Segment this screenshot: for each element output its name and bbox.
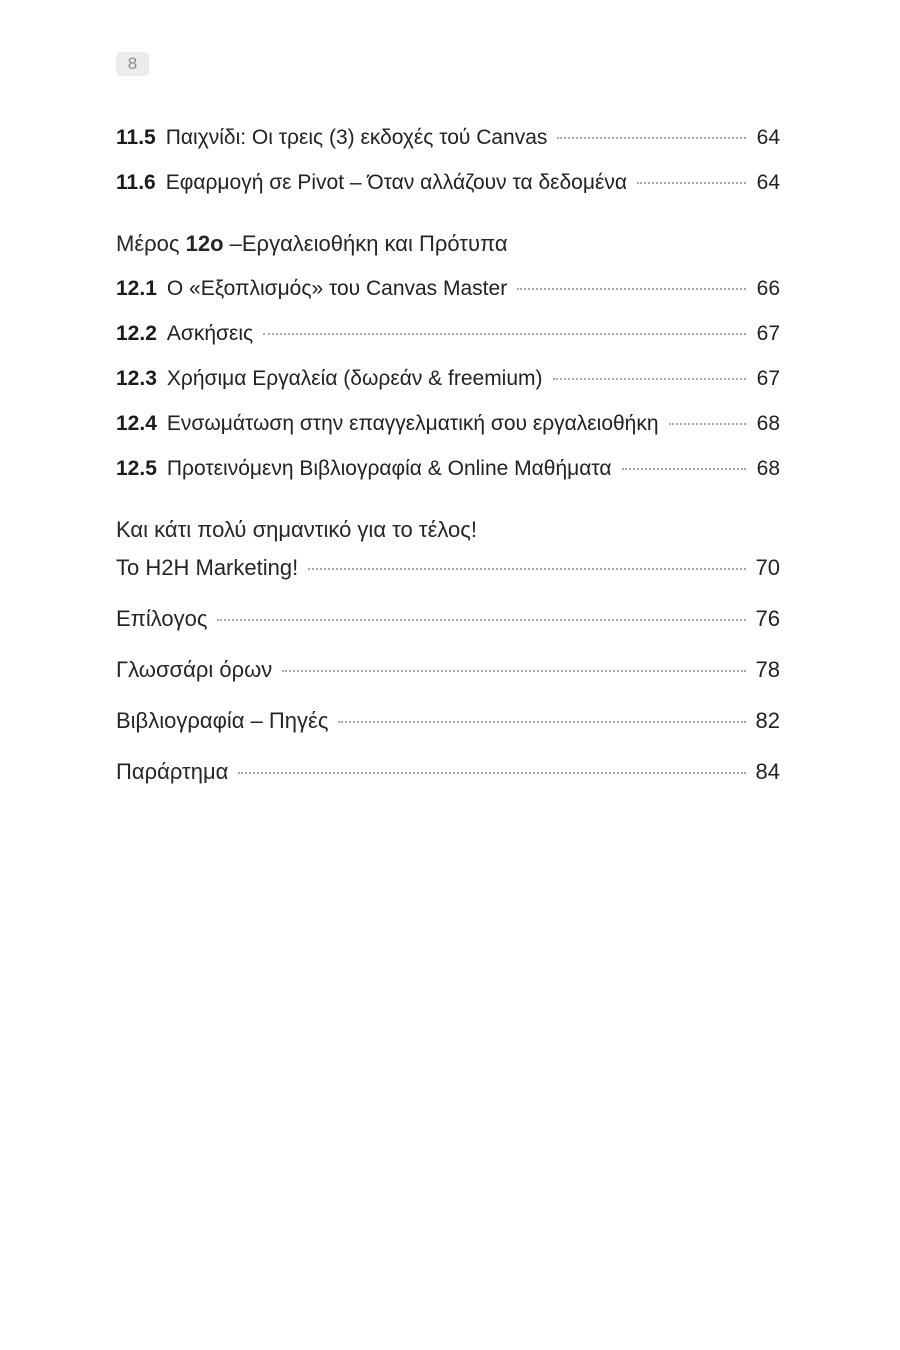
entry-title: Ασκήσεις	[166, 322, 254, 345]
page-number-badge: 8	[116, 52, 149, 76]
entry-title: Παιχνίδι: Οι τρεις (3) εκδοχές τού Canvas	[165, 126, 548, 149]
entry-title: Εφαρμογή σε Pivot – Όταν αλλάζουν τα δεδομένα	[165, 171, 627, 194]
entry-page: 84	[755, 759, 780, 784]
entry-number: 11.6	[116, 171, 156, 194]
entry-page: 67	[756, 322, 780, 345]
entry-number: 12.2	[116, 322, 157, 345]
closing-intro: Και κάτι πολύ σημαντικό για το τέλος!	[116, 517, 477, 542]
entry-page: 64	[756, 171, 780, 194]
dot-leader	[282, 670, 746, 672]
toc-entry-glossary[interactable]	[116, 652, 780, 688]
dot-leader	[338, 721, 746, 723]
entry-page: 67	[756, 367, 780, 390]
toc-entry-bibliography[interactable]	[116, 703, 780, 739]
toc-entry-h2h-marketing[interactable]	[116, 550, 780, 586]
entry-page: 78	[755, 657, 780, 682]
toc-entry-12-4[interactable]	[116, 406, 780, 442]
part-12-heading	[116, 226, 780, 262]
table-of-contents	[116, 120, 780, 805]
toc-entry-epilogue[interactable]	[116, 601, 780, 637]
entry-title: Προτεινόμενη Βιβλιογραφία & Online Μαθήματα	[166, 457, 612, 480]
entry-page: 76	[755, 606, 780, 631]
entry-number: 12.4	[116, 412, 157, 435]
entry-number: 11.5	[116, 126, 156, 149]
dot-leader	[622, 468, 746, 470]
entry-page: 70	[755, 555, 780, 580]
entry-title: Παράρτημα	[116, 759, 229, 784]
dot-leader	[553, 378, 746, 380]
dot-leader	[217, 619, 746, 621]
toc-entry-12-1[interactable]	[116, 271, 780, 307]
toc-entry-12-5[interactable]	[116, 451, 780, 487]
dot-leader	[517, 288, 746, 290]
heading-suffix: –Εργαλειοθήκη και Πρότυπα	[223, 231, 508, 256]
dot-leader	[637, 182, 746, 184]
toc-entry-12-3[interactable]	[116, 361, 780, 397]
entry-title: Το H2H Marketing!	[116, 555, 299, 580]
entry-title: Ενσωμάτωση στην επαγγελματική σου εργαλειοθήκη	[166, 412, 659, 435]
entry-page: 82	[755, 708, 780, 733]
entry-page: 68	[756, 412, 780, 435]
entry-page: 68	[756, 457, 780, 480]
heading-prefix: Μέρος	[116, 231, 186, 256]
dot-leader	[263, 333, 746, 335]
entry-title: Βιβλιογραφία – Πηγές	[116, 708, 329, 733]
entry-title: Ο «Εξοπλισμός» του Canvas Master	[166, 277, 508, 300]
heading-part-number: 12ο	[185, 231, 224, 256]
entry-title: Γλωσσάρι όρων	[116, 657, 273, 682]
dot-leader	[669, 423, 746, 425]
dot-leader	[557, 137, 746, 139]
entry-number: 12.3	[116, 367, 157, 390]
dot-leader	[308, 568, 746, 570]
toc-entry-11-5[interactable]	[116, 120, 780, 156]
entry-number: 12.1	[116, 277, 157, 300]
toc-entry-appendix[interactable]	[116, 754, 780, 790]
entry-title: Επίλογος	[116, 606, 208, 631]
entry-number: 12.5	[116, 457, 157, 480]
toc-entry-11-6[interactable]	[116, 165, 780, 201]
entry-page: 64	[756, 126, 780, 149]
entry-title: Χρήσιμα Εργαλεία (δωρεάν & freemium)	[166, 367, 543, 390]
dot-leader	[238, 772, 746, 774]
toc-entry-12-2[interactable]	[116, 316, 780, 352]
entry-page: 66	[756, 277, 780, 300]
